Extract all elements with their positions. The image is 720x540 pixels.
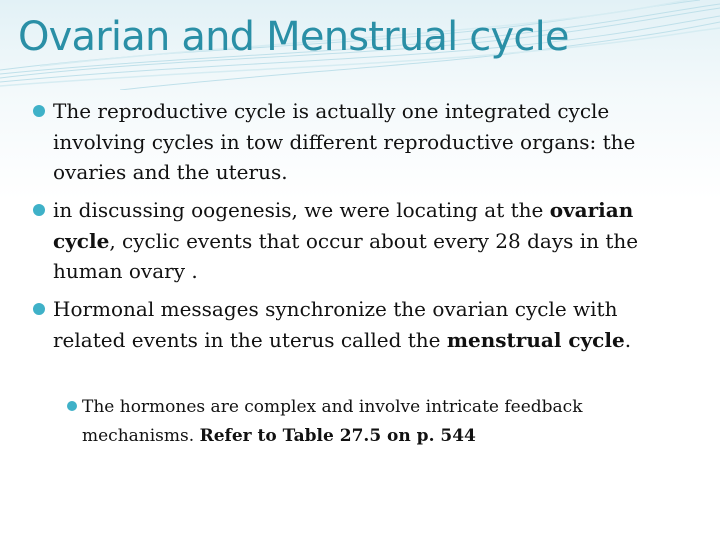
bullet-text-plain: . bbox=[624, 327, 632, 352]
bullet-dot-icon bbox=[33, 204, 45, 216]
bullet-dot-icon bbox=[33, 105, 45, 117]
bullet-item bbox=[33, 294, 693, 355]
bullet-text-plain: The reproductive cycle is actually one integrated cycle involving cycles in tow different reproductive organs: the ovaries and the uterus. bbox=[53, 99, 636, 184]
bullet-item bbox=[33, 195, 693, 287]
bullet-dot-icon bbox=[33, 303, 45, 315]
sub-bullet-text-plain: The hormones are complex and involve intricate feedback mechanisms. bbox=[82, 397, 583, 446]
sub-bullet-dot-icon bbox=[67, 401, 77, 411]
bullet-text bbox=[53, 96, 693, 188]
slide-title: Ovarian and Menstrual cycle bbox=[18, 14, 569, 60]
bullet-text-plain: , cyclic events that occur about every 28 days in the human ovary . bbox=[53, 228, 639, 283]
sub-bullet-text-bold: Refer to Table 27.5 on p. 544 bbox=[199, 425, 476, 446]
bullet-text-bold: ovarian cycle bbox=[53, 198, 634, 253]
bullet-item bbox=[33, 96, 693, 188]
sub-bullet-text bbox=[82, 393, 667, 450]
bullet-text-plain: in discussing oogenesis, we were locating at the bbox=[53, 198, 550, 222]
bullet-text-bold: menstrual cycle bbox=[446, 327, 625, 352]
sub-bullet-item bbox=[67, 393, 667, 450]
bullet-text bbox=[53, 195, 693, 287]
bullet-text bbox=[53, 294, 693, 355]
bullet-text-plain: Hormonal messages synchronize the ovarian cycle with related events in the uterus called the bbox=[53, 297, 618, 352]
